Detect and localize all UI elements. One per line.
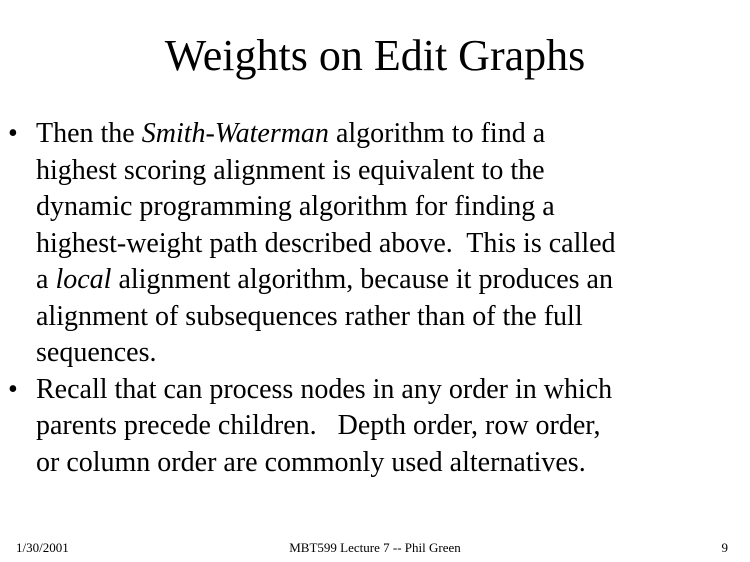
bullet-line: or column order are commonly used alternatives. <box>36 446 586 478</box>
bullet-text <box>36 116 736 372</box>
bullet-line: parents precede children. Depth order, row order, <box>36 410 601 441</box>
italic-term: local <box>55 264 112 295</box>
bullet-dot-icon: • <box>8 118 18 149</box>
bullet-line <box>36 262 736 299</box>
text-run: algorithm to find a <box>328 118 546 149</box>
bullet-line: highest scoring alignment is equivalent to the <box>36 154 545 186</box>
bullet-text <box>36 372 736 482</box>
bullet-item <box>0 372 750 482</box>
bullet-line: dynamic programming algorithm for finding a <box>36 191 555 222</box>
text-run: Then the <box>36 118 142 149</box>
text-run: a <box>36 264 56 295</box>
page-number: 9 <box>721 540 728 555</box>
bullet-line: sequences. <box>36 337 157 368</box>
footer-title: MBT599 Lecture 7 -- Phil Green <box>289 540 461 555</box>
text-run: alignment algorithm, because it produces an <box>111 264 613 295</box>
slide-title: Weights on Edit Graphs <box>164 31 586 80</box>
bullet-list <box>0 116 750 481</box>
bullet-line: highest-weight path described above. This is called <box>36 227 616 259</box>
italic-term: Smith-Waterman <box>141 118 329 149</box>
bullet-line: Recall that can process nodes in any order in which <box>36 373 613 405</box>
footer-date: 1/30/2001 <box>16 540 69 555</box>
bullet-line <box>36 116 736 153</box>
bullet-item <box>0 116 750 372</box>
bullet-dot-icon: • <box>8 373 18 405</box>
bullet-line: alignment of subsequences rather than of the full <box>36 300 583 332</box>
